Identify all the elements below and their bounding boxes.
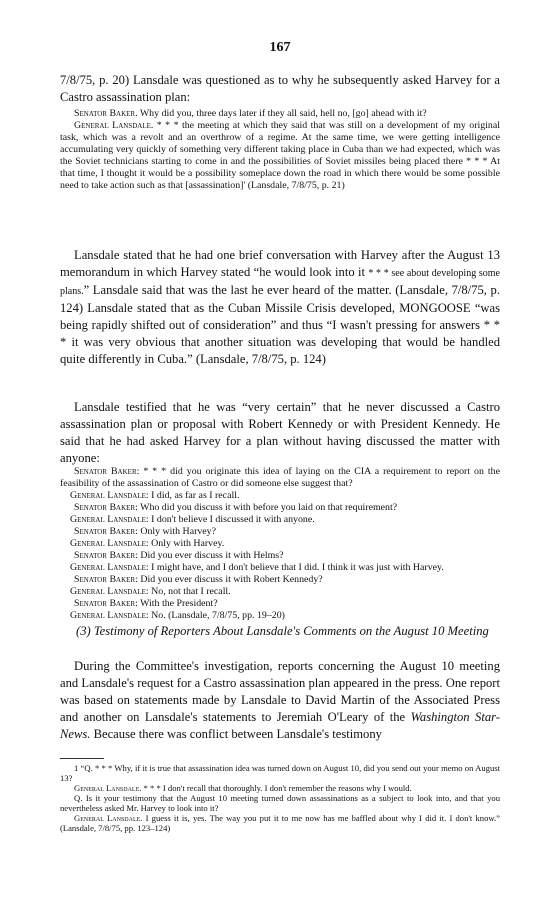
speaker-label: Senator Baker: — [74, 466, 140, 477]
footnote-line — [60, 793, 500, 813]
footnote-rule — [60, 758, 104, 759]
quote-text: Did you ever discuss it with Robert Kennedy? — [137, 574, 323, 585]
speaker-label: General Lansdale: — [70, 586, 149, 597]
quote-line — [60, 526, 500, 538]
quote-line — [60, 610, 500, 622]
footnote-text: Q. Is it your testimony that the August 10 meeting turned down assassinations as a subject to look into, and that you nevertheless asked Mr. Harvey to look into it? — [60, 793, 500, 813]
quote-text: * * * the meeting at which they said that was still on a development of my original task, which was a revolt and an overthrow of a regime. At the same time, we were getting intelligence accumulating very quickly of something very different taking place in Cuba than we had expected, which was the Soviet technicians starting to come in and the possibilities of Soviet missiles being placed there * * * At that time, I thought it would be a possibility someplace down the road in which there would be some possible need to take action such as that [assassination]' (Lansdale, 7/8/75, p. 21) — [60, 120, 500, 191]
speaker-label: General Lansdale: — [70, 562, 149, 573]
quote-text: I might have, and I don't believe that I did. I think it was just with Harvey. — [148, 562, 444, 573]
quote-line — [60, 550, 500, 562]
quote-line — [60, 574, 500, 586]
text-run: Lansdale stated that he had one brief conversation with Harvey after the August 13 memorandum in which Harvey stated “he would look into it — [60, 248, 500, 279]
paragraph-3: Lansdale testified that he was “very certain” that he never discussed a Castro assassination plan or proposal with Robert Kennedy or with President Kennedy. He said that he had asked Harvey for a plan without having discussed the matter with anyone: — [60, 400, 500, 465]
speaker-label: Senator Baker: — [74, 598, 138, 609]
quote-text: I did, as far as I recall. — [148, 490, 240, 501]
quote-text: Did you ever discuss it with Helms? — [137, 550, 284, 561]
quote-text: With the President? — [137, 598, 218, 609]
section-heading: (3) Testimony of Reporters About Lansdale's Comments on the August 10 Meeting — [76, 624, 489, 638]
speaker-label: General Lansdale. — [74, 120, 154, 131]
quote-line — [60, 108, 500, 120]
speaker-label: General Lansdale: — [70, 490, 149, 501]
footnote-line — [60, 763, 500, 783]
quote-line — [60, 586, 500, 598]
speaker-label: General Lansdale: — [70, 610, 149, 621]
speaker-label: Senator Baker: — [74, 526, 138, 537]
quote-line — [60, 502, 500, 514]
speaker-label: Senator Baker: — [74, 574, 138, 585]
quote-line — [60, 514, 500, 526]
footnote-block — [60, 763, 500, 833]
footnote-line — [60, 813, 500, 833]
footnote-text: * * * I don't recall that thoroughly. I don't remember the reasons why I would. — [141, 783, 412, 793]
page-number: 167 — [269, 40, 291, 55]
speaker-label: General Lansdale: — [70, 538, 149, 549]
intro-paragraph: 7/8/75, p. 20) Lansdale was questioned as to why he subsequently asked Harvey for a Castro assassination plan: — [60, 73, 500, 104]
footnote-text: 1 “Q. * * * Why, if it is true that assassination idea was turned down on August 10, did you send out your memo on August 13? — [60, 763, 500, 783]
quote-line — [60, 538, 500, 550]
quote-line — [60, 120, 500, 192]
quote-line — [60, 562, 500, 574]
text-run: During the Committee's investigation, reports concerning the August 10 meeting and Lansdale's request for a Castro assassination plan appeared in the press. One report was based on statements made by Lansdale to David Martin of the Associated Press and another on Lansdale's statements to Jeremiah O'Leary of the — [60, 659, 500, 724]
text-run: * * * see about developing some plans. — [60, 268, 500, 297]
quote-text: Why did you, three days later if they all said, hell no, [go] ahead with it? — [137, 108, 427, 119]
quote-text: Only with Harvey? — [137, 526, 216, 537]
speaker-label: Senator Baker: — [74, 502, 138, 513]
quote-block-1 — [60, 108, 500, 192]
text-run: Because there was conflict between Lansdale's testimony — [90, 727, 382, 741]
quote-text: No. (Lansdale, 7/8/75, pp. 19–20) — [148, 610, 285, 621]
text-run: ” Lansdale said that was the last he ever heard of the matter. (Lansdale, 7/8/75, p. 124) Lansdale stated that as the Cuban Missile Crisis developed, MONGOOSE “was being rapidly shifted out of consideration” and thus “I wasn't pressing for answers * * * it was very obvious that another situation was developing that would be handled quite differently in Cuba.” (Lansdale, 7/8/75, p. 124) — [60, 283, 500, 366]
speaker-label: General Lansdale. — [74, 813, 143, 823]
quote-text: Only with Harvey. — [148, 538, 225, 549]
speaker-label: Senator Baker: — [74, 550, 138, 561]
quote-line — [60, 598, 500, 610]
quote-text: No, not that I recall. — [148, 586, 231, 597]
footnote-text: I guess it is, yes. The way you put it to me now has me baffled about why I did it. I don't know.” (Lansdale, 7/8/75, pp. 123–124) — [60, 813, 500, 833]
quote-text: Who did you discuss it with before you laid on that requirement? — [137, 502, 398, 513]
paragraph-4 — [60, 658, 500, 743]
paragraph-2 — [60, 247, 500, 368]
speaker-label: Senator Baker. — [74, 108, 138, 119]
quote-line — [60, 490, 500, 502]
quote-text: * * * did you originate this idea of laying on the CIA a requirement to report on the feasibility of the assassination of Castro or did someone else suggest that? — [60, 466, 500, 489]
quote-line — [60, 466, 500, 490]
speaker-label: General Lansdale: — [70, 514, 149, 525]
speaker-label: General Lansdale. — [74, 783, 142, 793]
quote-block-2 — [60, 466, 500, 622]
quote-text: I don't believe I discussed it with anyone. — [148, 514, 315, 525]
text-run: Washington Star-News. — [60, 710, 500, 741]
footnote-line — [60, 783, 500, 793]
